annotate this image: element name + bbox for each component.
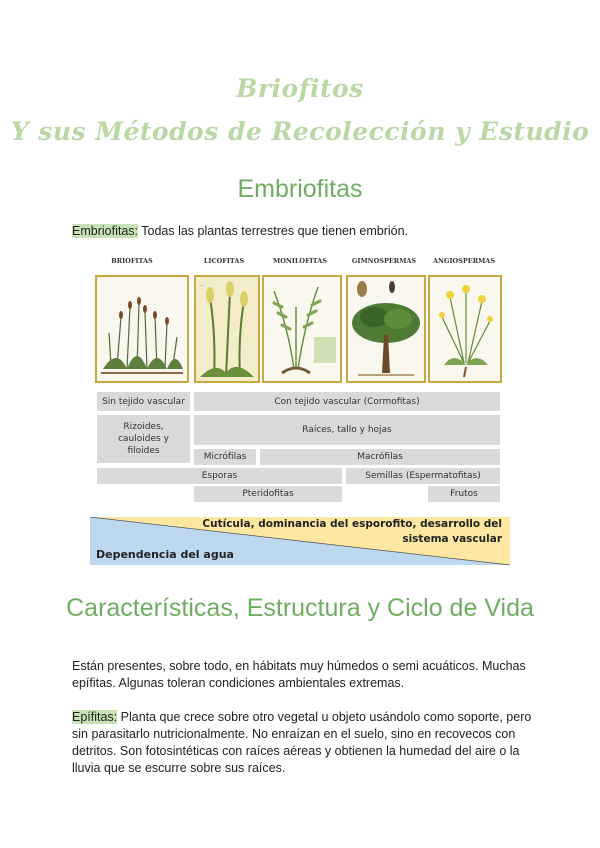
document-title: Briofitos bbox=[236, 74, 364, 103]
angiosperm-illustration bbox=[428, 275, 502, 383]
gradient-wedge bbox=[90, 517, 510, 571]
bar-pteridofitas: Pteridofitas bbox=[194, 486, 342, 502]
conifer-illustration bbox=[346, 275, 426, 383]
epifitas-definition bbox=[72, 709, 532, 777]
epifitas-term: Epífitas: bbox=[72, 710, 118, 724]
epifitas-def-text: Planta que crece sobre otro vegetal u objeto usándolo como soporte, pero sin parasitarlo nutricionalmente. No enraízan en el suelo, sino en recovecos con detritos. Son fotosintéticas con raíces aéreas y obtienen la humedad del aire o la lluvia que se escurre sobre sus raíces. bbox=[72, 710, 532, 775]
moss-illustration bbox=[95, 275, 189, 383]
label-angiospermas: ANGIOSPERMAS bbox=[432, 257, 496, 265]
bar-sin-tejido-vascular: Sin tejido vascular bbox=[97, 392, 190, 411]
bar-macrofilas: Macrófilas bbox=[260, 449, 500, 465]
bar-microfilas: Micrófilas bbox=[194, 449, 256, 465]
fern-illustration bbox=[262, 275, 342, 383]
presence-paragraph: Están presentes, sobre todo, en hábitats muy húmedos o semi acuáticos. Muchas epífitas. Algunas toleran condiciones ambientales extremas. bbox=[72, 659, 526, 690]
svg-text:—: — bbox=[199, 283, 204, 289]
label-licofitas: LICOFITAS bbox=[203, 257, 245, 265]
embriofitas-figure bbox=[90, 257, 510, 577]
embriofitas-term: Embriofitas: bbox=[72, 224, 138, 238]
bar-rizoides: Rizoides, cauloides y filoides bbox=[97, 415, 190, 463]
document-subtitle: Y sus Métodos de Recolección y Estudio bbox=[10, 117, 590, 146]
lycophyte-illustration bbox=[194, 275, 260, 383]
label-gimnospermas: GIMNOSPERMAS bbox=[351, 257, 417, 265]
bar-con-tejido-vascular: Con tejido vascular (Cormofitas) bbox=[194, 392, 500, 411]
bar-esporas: Esporas bbox=[97, 468, 342, 484]
embriofitas-def-text: Todas las plantas terrestres que tienen embrión. bbox=[138, 224, 409, 238]
section-heading-embriofitas: Embriofitas bbox=[237, 175, 363, 203]
bar-raices-tallo-hojas: Raíces, tallo y hojas bbox=[194, 415, 500, 445]
label-monilofitas: MONILOFITAS bbox=[273, 257, 327, 265]
cuticula-label: Cutícula, dominancia del esporofito, desarrollo del sistema vascular bbox=[202, 518, 502, 545]
label-briofitas: BRIOFITAS bbox=[111, 257, 153, 265]
section-heading-caracteristicas: Características, Estructura y Ciclo de Vida bbox=[66, 594, 534, 622]
embriofitas-definition bbox=[72, 223, 532, 240]
bar-semillas: Semillas (Espermatofitas) bbox=[346, 468, 500, 484]
dependencia-agua-label: Dependencia del agua bbox=[96, 548, 234, 561]
bar-frutos: Frutos bbox=[428, 486, 500, 502]
